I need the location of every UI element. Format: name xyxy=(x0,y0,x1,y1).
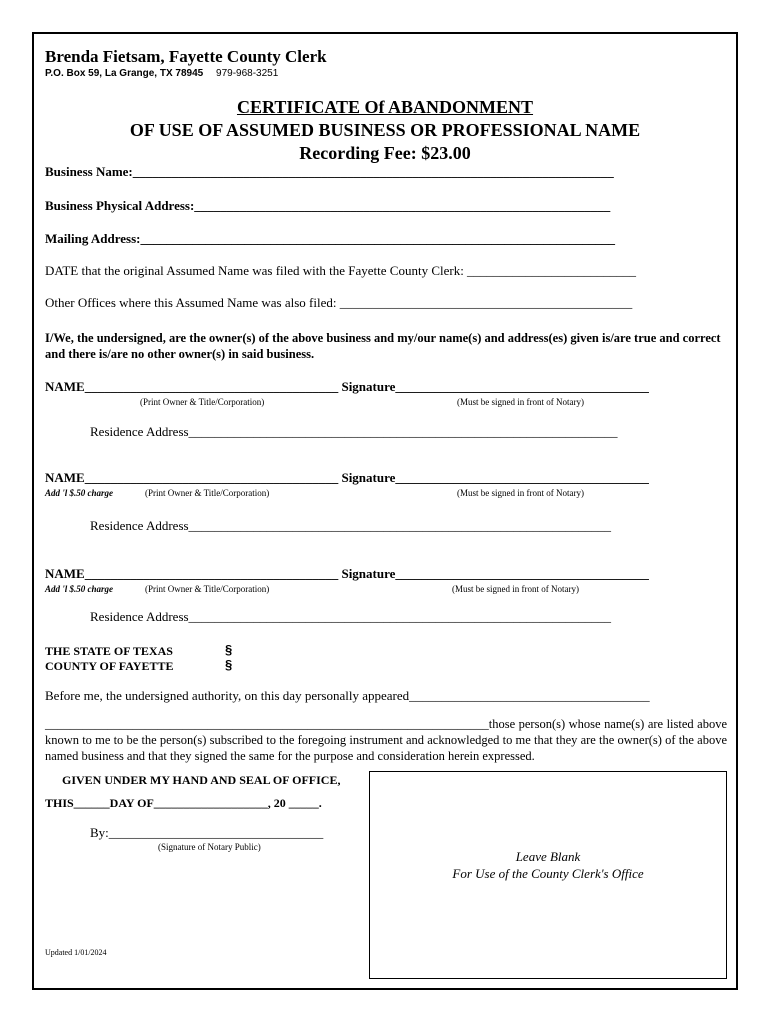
owner-1-name-line[interactable] xyxy=(45,379,649,395)
notary-signature-caption: (Signature of Notary Public) xyxy=(158,842,261,852)
other-offices-field[interactable]: Other Offices where this Assumed Name was also filed: _____________________________________________ xyxy=(45,295,633,310)
name-signature-line: NAME_______________________________________ Signature_______________________________________ xyxy=(45,470,649,485)
owner-2-sign-caption: (Must be signed in front of Notary) xyxy=(457,488,584,498)
clerk-address xyxy=(45,68,278,79)
clerk-po-box: P.O. Box 59, La Grange, TX 78945 xyxy=(45,68,204,79)
section-symbol: § xyxy=(225,642,233,657)
clerk-name: Brenda Fietsam, Fayette County Clerk xyxy=(45,47,327,66)
physical-address-field[interactable]: Business Physical Address:________________________________________________________________ xyxy=(45,198,611,213)
business-name-field[interactable]: Business Name:__________________________________________________________________________ xyxy=(45,164,614,179)
form-subtitle: OF USE OF ASSUMED BUSINESS OR PROFESSIONAL NAME xyxy=(129,120,641,140)
owner-3-name-line[interactable] xyxy=(45,566,649,582)
recording-fee: Recording Fee: $23.00 xyxy=(299,143,471,163)
owner-3-sign-caption: (Must be signed in front of Notary) xyxy=(452,584,579,594)
name-signature-line: NAME_______________________________________ Signature_______________________________________ xyxy=(45,566,649,581)
updated-date: Updated 1/01/2024 xyxy=(45,948,107,957)
notary-date-field[interactable]: THIS______DAY OF___________________, 20 _____. xyxy=(45,796,322,810)
form-title: CERTIFICATE Of ABANDONMENT xyxy=(236,97,534,117)
owner-declaration: I/We, the undersigned, are the owner(s) of the above business and my/our name(s) and address(es) given is/are true and correct and there is/are no other owner(s) in said business. xyxy=(45,331,721,361)
owner-2-name-line[interactable] xyxy=(45,470,649,486)
notary-signature-field[interactable]: By:_________________________________ xyxy=(90,825,324,840)
appeared-field[interactable]: Before me, the undersigned authority, on this day personally appeared_____________________________________ xyxy=(45,688,650,703)
clerk-office-label: For Use of the County Clerk's Office xyxy=(452,866,644,881)
owner-2-print-caption: (Print Owner & Title/Corporation) xyxy=(145,488,270,498)
name-signature-line: NAME_______________________________________ Signature_______________________________________ xyxy=(45,379,649,394)
clerk-phone: 979-968-3251 xyxy=(216,68,279,79)
leave-blank-label: Leave Blank xyxy=(515,849,581,864)
notary-acknowledgment: _______________________________________________________________________those person(s) whose name(s) are listed above known to me to be the person(s) subscribed to the foregoing instrument and acknowledged to me that they are the owner(s) of the above named business and that they signed the same for the purpose and consideration herein expressed. xyxy=(45,717,727,763)
owner-1-residence-field[interactable]: Residence Address__________________________________________________________________ xyxy=(90,424,618,439)
owner-3-extra-charge: Add 'l $.50 charge xyxy=(45,584,114,594)
mailing-address-field[interactable]: Mailing Address:_________________________________________________________________________ xyxy=(45,231,615,246)
venue-county: COUNTY OF FAYETTE xyxy=(45,659,174,673)
owner-2-residence-field[interactable]: Residence Address_________________________________________________________________ xyxy=(90,518,612,533)
given-under-hand: GIVEN UNDER MY HAND AND SEAL OF OFFICE, xyxy=(62,773,341,787)
owner-1-print-caption: (Print Owner & Title/Corporation) xyxy=(140,397,265,407)
owner-1-sign-caption: (Must be signed in front of Notary) xyxy=(457,397,584,407)
owner-3-print-caption: (Print Owner & Title/Corporation) xyxy=(145,584,270,594)
venue-state: THE STATE OF TEXAS xyxy=(45,644,173,658)
owner-2-extra-charge: Add 'l $.50 charge xyxy=(45,488,114,498)
owner-3-residence-field[interactable]: Residence Address_________________________________________________________________ xyxy=(90,609,612,624)
date-filed-field[interactable]: DATE that the original Assumed Name was filed with the Fayette County Clerk: __________________________ xyxy=(45,263,637,278)
section-symbol: § xyxy=(225,657,233,672)
